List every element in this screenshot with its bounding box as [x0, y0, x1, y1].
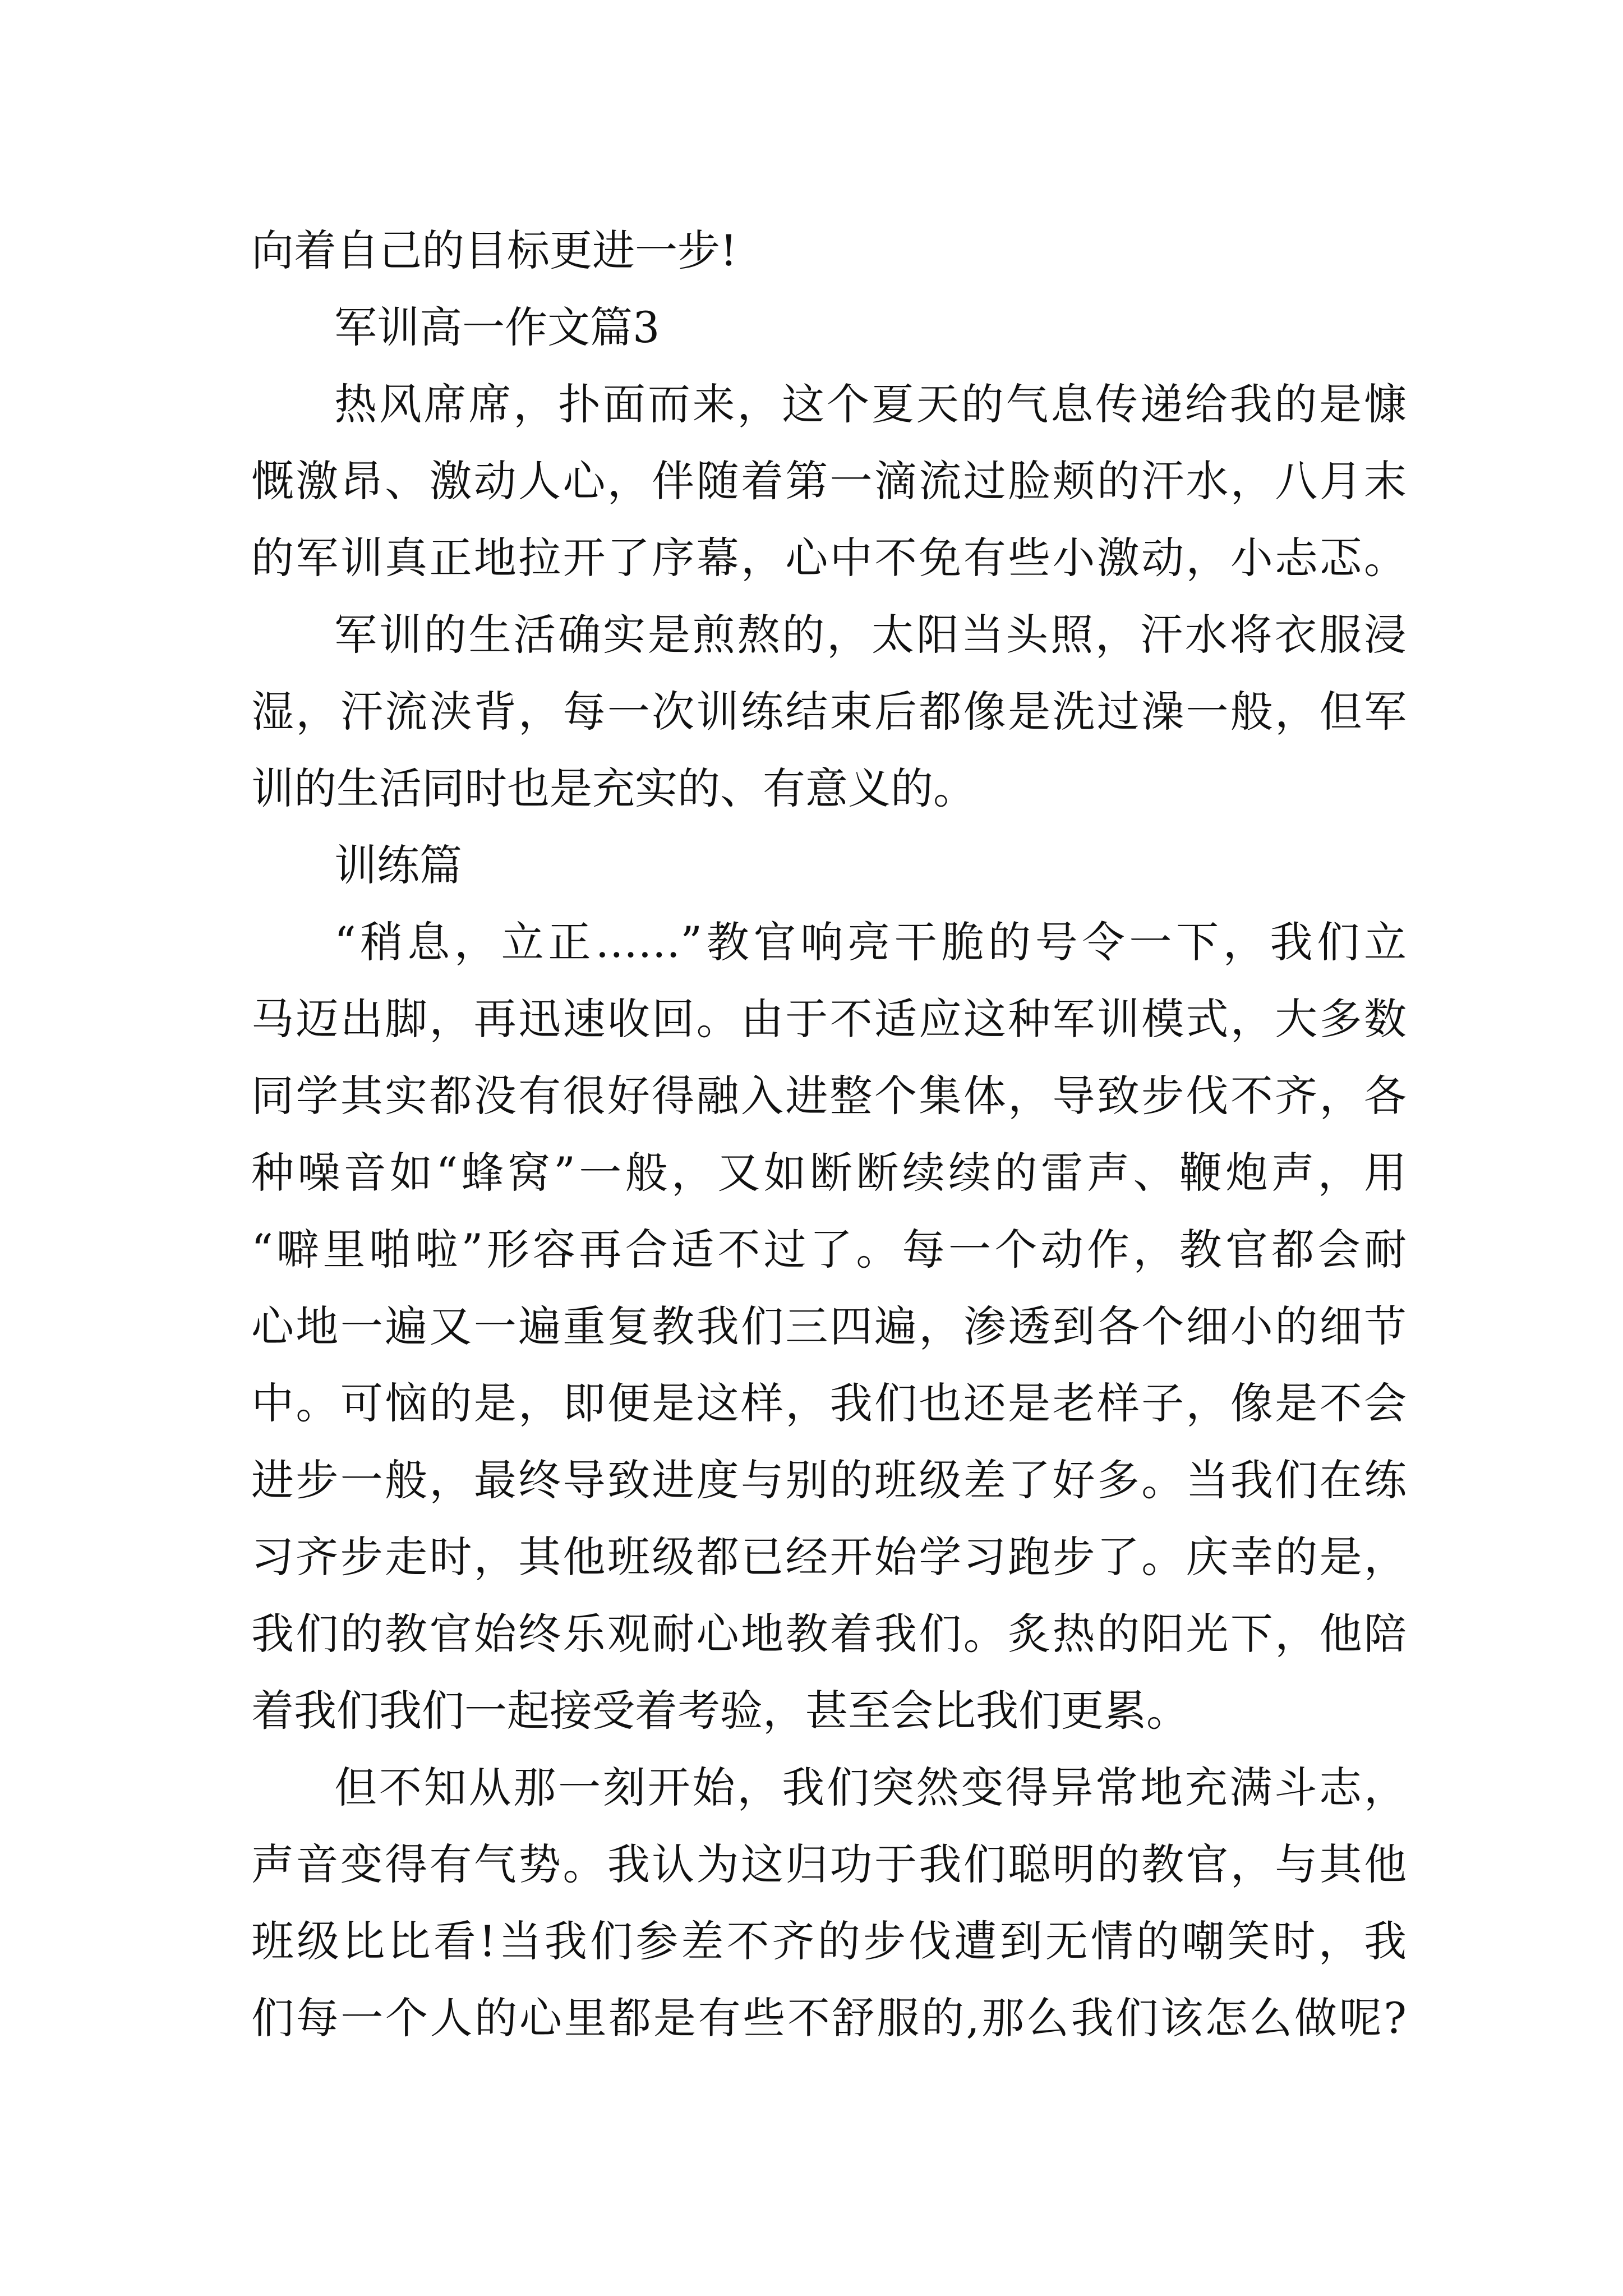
text-line: 的军训真正地拉开了序幕，心中不免有些小激动，小忐忑。: [251, 533, 1407, 583]
text-line: 声音变得有气势。我认为这归功于我们聪明的教官，与其他: [251, 1839, 1407, 1889]
text-line: 进步一般，最终导致进度与别的班级差了好多。当我们在练: [251, 1455, 1407, 1505]
text-line: 向着自己的目标更进一步!: [251, 226, 737, 275]
text-line: 班级比比看!当我们参差不齐的步伐遭到无情的嘲笑时，我: [251, 1916, 1407, 1966]
text-line: 马迈出脚，再迅速收回。由于不适应这种军训模式，大多数: [251, 994, 1407, 1044]
text-line: 同学其实都没有很好得融入进整个集体，导致步伐不齐，各: [251, 1071, 1407, 1121]
text-line: 但不知从那一刻开始，我们突然变得异常地充满斗志，: [334, 1763, 1407, 1812]
text-line: 训练篇: [334, 840, 462, 890]
text-line: 们每一个人的心里都是有些不舒服的,那么我们该怎么做呢?: [251, 1993, 1407, 2043]
text-line: 军训的生活确实是煎熬的，太阳当头照，汗水将衣服浸: [334, 610, 1407, 660]
text-line: 中。可恼的是，即便是这样，我们也还是老样子，像是不会: [251, 1378, 1407, 1428]
essay-body: [251, 212, 1407, 2056]
text-line: 慨激昂、激动人心，伴随着第一滴流过脸颊的汗水，八月末: [251, 456, 1407, 506]
text-line: 着我们我们一起接受着考验，甚至会比我们更累。: [251, 1686, 1189, 1736]
text-line: 军训高一作文篇3: [334, 302, 660, 352]
text-line: 心地一遍又一遍重复教我们三四遍，渗透到各个细小的细节: [251, 1301, 1407, 1351]
text-line: “稍息，立正……”教官响亮干脆的号令一下，我们立: [334, 917, 1407, 967]
text-line: “噼里啪啦”形容再合适不过了。每一个动作，教官都会耐: [251, 1225, 1407, 1274]
text-line: 湿，汗流浃背，每一次训练结束后都像是洗过澡一般，但军: [251, 687, 1407, 737]
text-line: 我们的教官始终乐观耐心地教着我们。炙热的阳光下，他陪: [251, 1609, 1407, 1659]
text-line: 种噪音如“蜂窝”一般，又如断断续续的雷声、鞭炮声，用: [251, 1148, 1407, 1198]
text-line: 习齐步走时，其他班级都已经开始学习跑步了。庆幸的是，: [251, 1532, 1407, 1582]
text-line: 训的生活同时也是充实的、有意义的。: [251, 763, 976, 813]
text-line: 热风席席，扑面而来，这个夏天的气息传递给我的是慷: [334, 379, 1407, 429]
